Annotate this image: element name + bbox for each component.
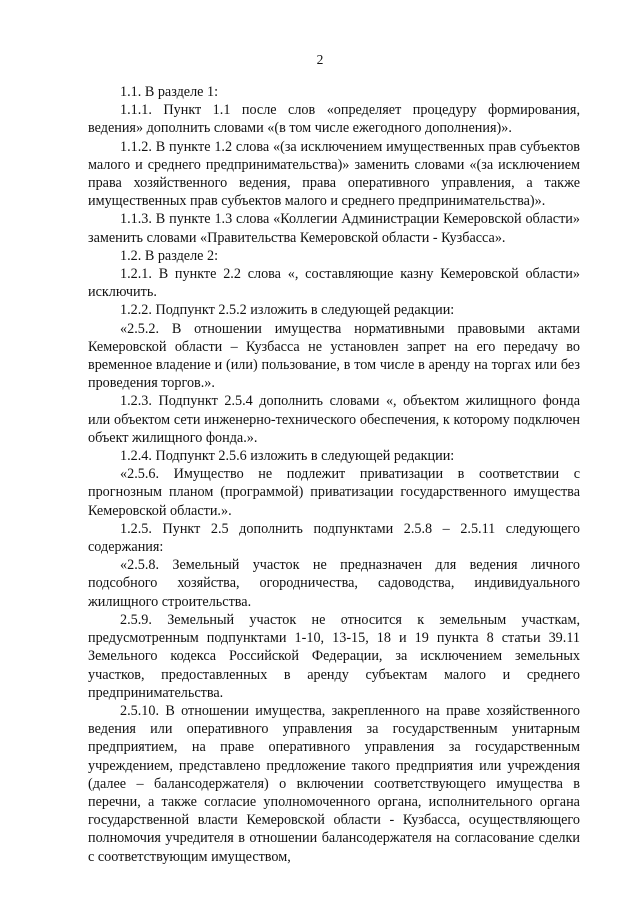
paragraph-1-2-2: 1.2.2. Подпункт 2.5.2 изложить в следующей редакции:	[120, 302, 455, 319]
document-body	[88, 83, 580, 866]
paragraph-2-5-2-quote: «2.5.2. В отношении имущества нормативными правовыми актами Кемеровской области – Кузбасса не установлен запрет на его передачу во временное владение и (или) пользование, в том числе в аренду на торгах или без проведения торгов.».	[88, 320, 580, 392]
paragraph-1-2-5: 1.2.5. Пункт 2.5 дополнить подпунктами 2.5.8 – 2.5.11 следующего содержания:	[88, 520, 580, 556]
paragraph-1-2-1: 1.2.1. В пункте 2.2 слова «, составляющие казну Кемеровской области» исключить.	[88, 266, 580, 301]
paragraph-1-1-1: 1.1.1. Пункт 1.1 после слов «определяет процедуру формирования, ведения» дополнить словами «(в том числе ежегодного дополнения)».	[88, 102, 580, 137]
paragraph-1-2-3: 1.2.3. Подпункт 2.5.4 дополнить словами «, объектом жилищного фонда или объектом сети инженерно-технического обеспечения, к которому подключен объект жилищного фонда.».	[88, 393, 580, 446]
paragraph-2-5-9: 2.5.9. Земельный участок не относится к земельным участкам, предусмотренным подпунктами 1-10, 13-15, 18 и 19 пункта 8 статьи 39.11 Земельного кодекса Российской Федерации, за исключением земельных участков, предоставленных в аренду субъектам малого и среднего предпринимательства.	[88, 611, 580, 701]
paragraph-1-2-4: 1.2.4. Подпункт 2.5.6 изложить в следующей редакции:	[120, 448, 455, 465]
page-number: 2	[316, 52, 324, 67]
paragraph-1-1: 1.1. В разделе 1:	[120, 84, 219, 100]
paragraph-1-1-3: 1.1.3. В пункте 1.3 слова «Коллегии Администрации Кемеровской области» заменить словами «Правительства Кемеровской области - Кузбасса».	[88, 211, 580, 246]
paragraph-1-1-2: 1.1.2. В пункте 1.2 слова «(за исключением имущественных прав субъектов малого и среднего предпринимательства)» заменить словами «(за исключением права хозяйственного ведения, права оперативного управления, а также имущественных прав субъектов малого и среднего предпринимательства)».	[88, 138, 580, 210]
paragraph-2-5-6-quote: «2.5.6. Имущество не подлежит приватизации в соответствии с прогнозным планом (программой) приватизации государственного имущества Кемеровской области.».	[88, 466, 580, 519]
paragraph-1-2: 1.2. В разделе 2:	[120, 247, 219, 264]
paragraph-2-5-10: 2.5.10. В отношении имущества, закрепленного на праве хозяйственного ведения или оперативного управления за государственным унитарным предприятием, на праве оперативного управления за государственным учреждением, представлено предложение такого предприятия или учреждения (далее – балансодержателя) о включении соответствующего имущества в перечни, а также согласие уполномоченного органа, исполнительного органа государственной власти Кемеровской области - Кузбасса, осуществляющего полномочия учредителя в отношении балансодержателя на согласование сделки с соответствующим имуществом,	[88, 702, 580, 865]
paragraph-2-5-8-quote: «2.5.8. Земельный участок не предназначен для ведения личного подсобного хозяйства, огородничества, садоводства, индивидуального жилищного строительства.	[88, 557, 580, 610]
